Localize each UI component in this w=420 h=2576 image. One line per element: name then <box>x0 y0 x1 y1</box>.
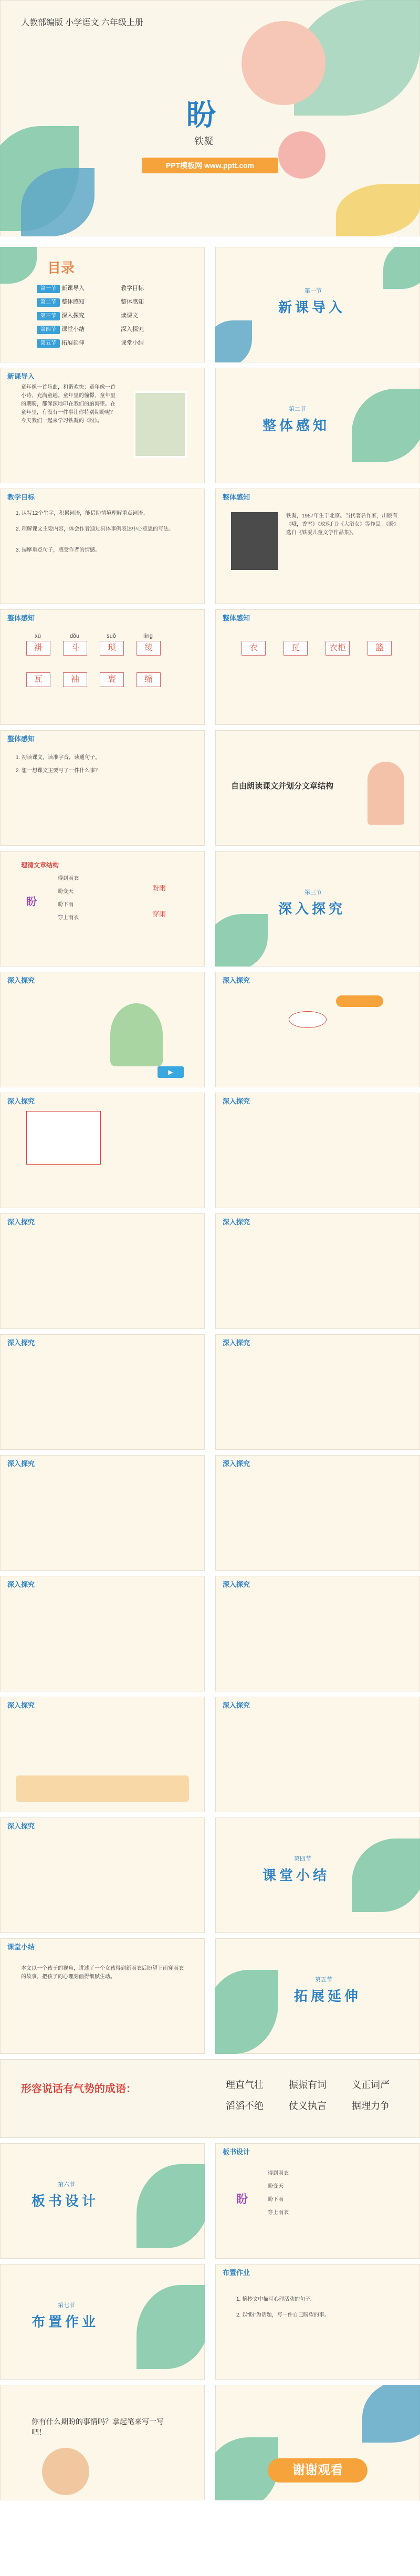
slide-header: 整体感知 <box>223 614 250 622</box>
idiom: 据理力争 <box>352 2101 390 2111</box>
board-item: 盼下雨 <box>268 2197 284 2203</box>
idiom: 仗义执言 <box>289 2101 327 2111</box>
structure-slide <box>0 851 205 967</box>
mindmap-node <box>289 1011 327 1028</box>
deep-slide <box>215 1455 420 1571</box>
slide-header: 整体感知 <box>223 493 250 501</box>
extend-slide <box>0 2059 420 2138</box>
read-prompt: 自由朗读课文并划分文章结构 <box>231 782 334 791</box>
homework-item: 1. 摘抄文中描写心理活动的句子。 <box>236 2297 316 2302</box>
deep-slide <box>215 972 420 1087</box>
deep-slide <box>0 1576 205 1691</box>
char-box: 绫 <box>136 641 161 656</box>
structure-part: 盼下雨 <box>58 902 74 908</box>
intro-slide <box>0 368 205 483</box>
decor-leaf <box>352 389 420 462</box>
slide-header: 深入探究 <box>223 1218 250 1226</box>
section-number: 第三节 <box>304 889 322 896</box>
structure-part: 得到雨衣 <box>58 876 79 881</box>
pinyin: suǒ <box>107 633 116 639</box>
structure-right: 盼雨 <box>152 884 166 892</box>
closing-question-slide <box>0 2385 205 2500</box>
reading-girl-illustration <box>368 762 404 825</box>
deep-slide <box>0 1817 205 1933</box>
char-box: 琐 <box>100 641 124 656</box>
slide-header: 深入探究 <box>7 1822 35 1830</box>
toc-list <box>37 284 194 352</box>
read-item: 2. 想一想课文主要写了一件什么事？ <box>16 768 101 774</box>
toc-title: 目录 <box>47 260 75 276</box>
section-title: 新课导入 <box>278 299 346 315</box>
summary-text: 本文以一个孩子的视角，讲述了一个女孩得到新雨衣后盼望下雨穿雨衣的故事，把孩子的心理刻画得细腻生动。 <box>21 1966 184 1980</box>
section1-slide <box>215 247 420 362</box>
deep-slide <box>0 972 205 1087</box>
section-number: 第二节 <box>289 406 306 412</box>
slide-header: 深入探究 <box>7 1701 35 1709</box>
section2-slide <box>215 368 420 483</box>
structure-title: 理清文章结构 <box>21 861 59 869</box>
pinyin: dǒu <box>69 633 80 639</box>
intro-text: 童年像一首乐曲，和谐欢快；童年像一首小诗，充满童趣。童年里的憧憬，童年里的期盼，都深深地印在我们的脑海里。在童年里，有没有一件事让你特别期盼呢？今天我们一起来学习铁凝的《盼》。 <box>21 385 116 424</box>
slide-header: 板书设计 <box>223 2148 250 2156</box>
char-box: 袖 <box>63 672 87 687</box>
children-illustration <box>16 1775 189 1802</box>
homework-item: 2. 以“盼”为话题，写一件自己盼望的事。 <box>236 2312 330 2318</box>
next-button[interactable]: ▶ <box>158 1066 184 1078</box>
section5-slide <box>215 1938 420 2054</box>
cover-slide <box>0 0 420 236</box>
closing-question: 你有什么期盼的事情吗？拿起笔来写一写吧！ <box>32 2417 164 2436</box>
board-item: 得到雨衣 <box>268 2170 289 2176</box>
flower-illustration <box>278 131 326 179</box>
structure-root: 盼 <box>26 896 37 908</box>
decor-leaf <box>383 247 420 289</box>
slide-header: 新课导入 <box>7 372 35 380</box>
char-box: 瓦 <box>284 641 308 656</box>
mindmap-node <box>336 995 383 1007</box>
decor-leaf <box>215 320 252 362</box>
slide-header: 课堂小结 <box>7 1943 35 1951</box>
section-number: 第一节 <box>304 288 322 294</box>
decor-leaf <box>215 1970 278 2054</box>
deep-slide <box>0 1334 205 1450</box>
slide-header: 深入探究 <box>7 977 35 984</box>
deep-slide <box>215 1697 420 1812</box>
deep-slide <box>215 1334 420 1450</box>
girl-illustration <box>242 21 326 105</box>
read-slide <box>0 730 205 846</box>
board-slide <box>215 2143 420 2259</box>
section-number: 第七节 <box>58 2302 75 2309</box>
slide-header: 深入探究 <box>7 1460 35 1468</box>
decor-leaf <box>336 184 420 236</box>
words-slide-1 <box>0 609 205 725</box>
closing-title: 谢谢观看 <box>268 2458 368 2482</box>
idiom: 义正词严 <box>352 2080 390 2090</box>
char-box: 篮 <box>368 641 392 656</box>
words-slide-2 <box>215 609 420 725</box>
section-title: 整体感知 <box>262 418 330 433</box>
section4-slide <box>215 1817 420 1933</box>
decor-leaf <box>136 2164 205 2248</box>
slide-header: 深入探究 <box>223 1460 250 1468</box>
toc-item[interactable]: 第五节 拓展延伸 课堂小结 <box>37 338 194 352</box>
author-photo <box>231 512 278 570</box>
board-item: 盼变天 <box>268 2184 284 2189</box>
section-number: 第四节 <box>294 1856 311 1862</box>
slide-header: 深入探究 <box>223 1339 250 1347</box>
idiom: 振振有词 <box>289 2080 327 2090</box>
goal-item: 3. 揣摩重点句子，感受作者的情感。 <box>16 547 101 553</box>
toc-item[interactable]: 第三节 深入探究 读课文 <box>37 311 194 325</box>
board-title: 盼 <box>236 2193 248 2206</box>
char-box: 褂 <box>26 641 50 656</box>
deep-slide <box>215 1576 420 1691</box>
child-photo <box>134 391 187 458</box>
slide-header: 深入探究 <box>223 977 250 984</box>
author-text: 铁凝，1957年生于北京。当代著名作家，出版有《哦，香雪》《玫瑰门》《大浴女》等作品。《盼》选自《铁凝儿童文学作品集》。 <box>286 513 399 536</box>
idiom: 滔滔不绝 <box>226 2101 264 2111</box>
read-prompt-slide <box>215 730 420 846</box>
structure-part: 穿上雨衣 <box>58 915 79 921</box>
toc-slide <box>0 247 205 362</box>
quote-box <box>26 1111 101 1165</box>
deep-slide <box>0 1213 205 1329</box>
deep-slide <box>0 1455 205 1571</box>
goal-item: 2. 理解课文主要内容，体会作者通过具体事例表达中心意思的写法。 <box>16 526 174 532</box>
structure-right: 穿雨 <box>152 910 166 918</box>
slide-header: 深入探究 <box>7 1218 35 1226</box>
char-box: 裹 <box>100 672 124 687</box>
slide-header: 深入探究 <box>223 1097 250 1105</box>
slide-header: 深入探究 <box>7 1581 35 1588</box>
deep-slide <box>0 1093 205 1208</box>
cover-watermark: PPT模板网 www.pptt.com <box>142 158 278 173</box>
decor-leaf <box>0 247 37 284</box>
section-title: 布置作业 <box>32 2314 99 2330</box>
slide-header: 整体感知 <box>7 735 35 743</box>
closing-slide <box>215 2385 420 2500</box>
section-title: 板书设计 <box>32 2193 99 2209</box>
char-box: 衣 <box>242 641 266 656</box>
section-title: 课堂小结 <box>262 1867 330 1883</box>
slide-header: 深入探究 <box>7 1339 35 1347</box>
pinyin: líng <box>143 633 153 639</box>
toc-item[interactable]: 第一节 新课导入 教学目标 <box>37 284 194 297</box>
decor-leaf <box>215 914 268 967</box>
toc-item[interactable]: 第二节 整体感知 整体感知 <box>37 297 194 311</box>
decor-leaf <box>136 2285 205 2369</box>
rain-illustration <box>110 1003 163 1066</box>
decor-leaf <box>352 1838 420 1912</box>
section6-slide <box>0 2143 205 2259</box>
char-box: 缩 <box>136 672 161 687</box>
slide-header: 深入探究 <box>223 1701 250 1709</box>
slide-header: 整体感知 <box>7 614 35 622</box>
pinyin: xù <box>35 633 41 639</box>
extend-title: 形容说话有气势的成语： <box>21 2083 136 2095</box>
section-number: 第五节 <box>315 1977 332 1983</box>
section3-slide <box>215 851 420 967</box>
section-title: 拓展延伸 <box>294 1988 362 2004</box>
section-number: 第六节 <box>58 2182 75 2188</box>
char-box: 衣柜 <box>326 641 350 656</box>
summary-slide <box>0 1938 205 2054</box>
char-box: 瓦 <box>26 672 50 687</box>
section-title: 深入探究 <box>278 901 346 917</box>
cover-author: 铁凝 <box>194 136 213 147</box>
thinking-child-illustration <box>42 2448 89 2495</box>
publisher-line: 人教部编版 小学语文 六年级上册 <box>21 18 143 27</box>
idiom: 理直气壮 <box>226 2080 264 2090</box>
decor-leaf <box>362 2385 420 2443</box>
goal-slide <box>0 489 205 604</box>
section7-slide <box>0 2264 205 2380</box>
homework-slide <box>215 2264 420 2380</box>
cover-title: 盼 <box>186 98 216 131</box>
goal-item: 1. 认写12个生字，积累词语，能借助情境理解重点词语。 <box>16 511 149 516</box>
author-slide <box>215 489 420 604</box>
char-box: 斗 <box>63 641 87 656</box>
read-item: 1. 初读课文，读准字音，读通句子。 <box>16 755 101 761</box>
toc-item[interactable]: 第四节 课堂小结 深入探究 <box>37 325 194 338</box>
deep-slide <box>0 1697 205 1812</box>
slide-header: 深入探究 <box>223 1581 250 1588</box>
slide-header: 布置作业 <box>223 2269 250 2277</box>
structure-part: 盼变天 <box>58 889 74 895</box>
board-item: 穿上雨衣 <box>268 2210 289 2216</box>
deep-slide <box>215 1093 420 1208</box>
slide-header: 深入探究 <box>7 1097 35 1105</box>
deep-slide <box>215 1213 420 1329</box>
slide-header: 教学目标 <box>7 493 35 501</box>
